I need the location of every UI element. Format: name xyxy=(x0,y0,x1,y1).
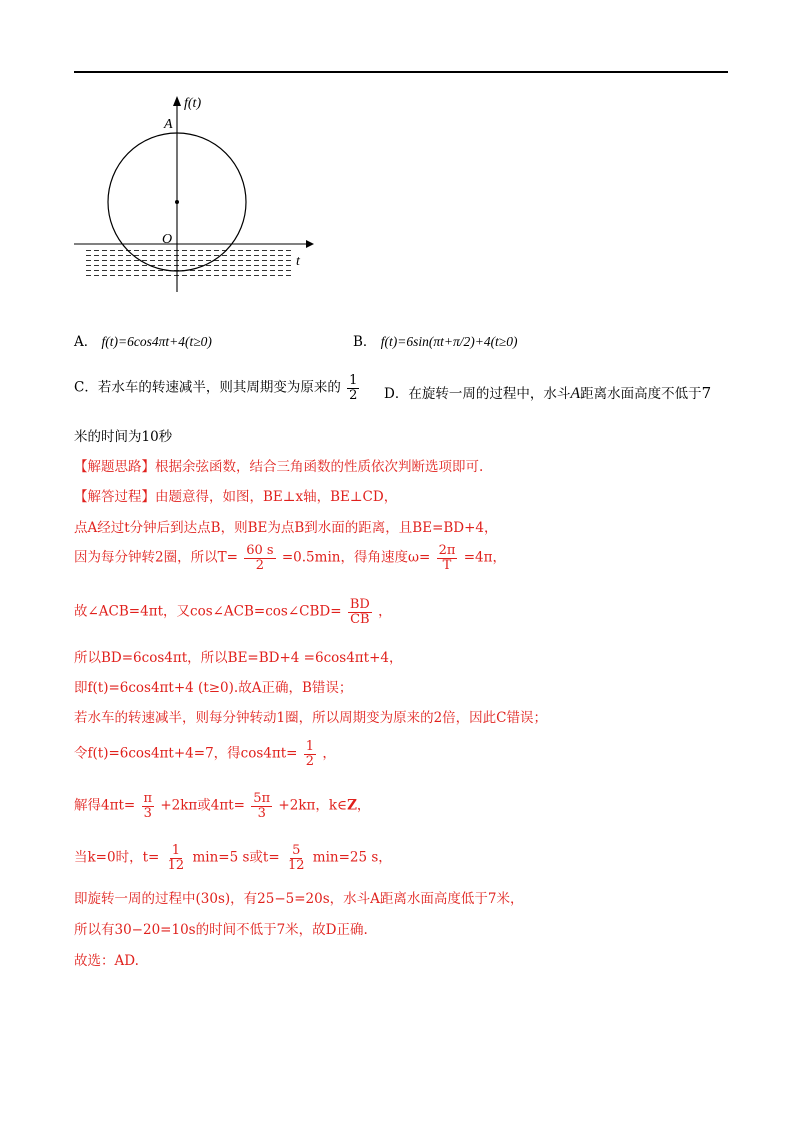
t-axis-arrow xyxy=(306,240,314,248)
omega-fraction xyxy=(437,544,458,572)
fraction-numerator: BD xyxy=(349,597,370,612)
fraction-denominator: CB xyxy=(350,611,370,627)
solution-line-1 xyxy=(74,485,397,505)
half-fraction xyxy=(304,740,316,768)
fraction-denominator: 12 xyxy=(167,857,185,873)
option-c xyxy=(74,374,361,402)
solution-line-10-c: min=25 s， xyxy=(312,849,392,866)
five-pi-third-fraction xyxy=(251,792,272,820)
solution-line-11: 即旋转一周的过程中(30s)，有25−5=20s，水斗A距离水面高度低于7米， xyxy=(74,891,524,907)
water-area xyxy=(84,246,294,278)
solution-idea-text: 根据余弦函数，结合三角函数的性质依次判断选项即可. xyxy=(155,459,484,475)
fraction-numerator: 5π xyxy=(253,791,271,806)
fraction-denominator: 2 xyxy=(349,387,358,403)
option-b-expr: f(t)=6sin(πt+π/2)+4(t≥0) xyxy=(380,334,518,349)
solution-line-10-b: min=5 s或t= xyxy=(192,849,280,866)
solution-line-9 xyxy=(74,792,370,820)
option-d-var: A xyxy=(570,385,581,402)
option-c-fraction xyxy=(347,374,359,402)
twelfth-fraction xyxy=(166,844,187,872)
origin-label: O xyxy=(162,232,173,247)
solution-line-5: 所以BD=6cos4πt，所以BE=BD+4 =6cos4πt+4， xyxy=(74,650,403,666)
solution-idea-label: 【解题思路】 xyxy=(74,459,155,475)
solution-line-8 xyxy=(74,740,336,768)
pi-third-fraction xyxy=(142,792,155,820)
integer-set-symbol: Z xyxy=(347,797,357,814)
fraction-denominator: 2 xyxy=(255,557,265,573)
fraction-numerator: 60 s xyxy=(246,543,274,558)
cos-fraction xyxy=(348,598,372,626)
solution-line-12: 所以有30−20=10s的时间不低于7米，故D正确. xyxy=(74,922,368,938)
solution-line-4-a: 故∠ACB=4πt，又cos∠ACB=cos∠CBD= xyxy=(74,603,342,620)
solution-line-1-text: 由题意得，如图，BE⊥x轴，BE⊥CD， xyxy=(155,489,398,505)
option-c-text: C．若水车的转速减半，则其周期变为原来的 xyxy=(74,379,341,396)
fraction-denominator: 12 xyxy=(287,857,305,873)
waterwheel-figure xyxy=(70,88,320,298)
header-rule xyxy=(74,71,728,73)
solution-line-2: 点A经过t分钟后到达点B，则BE为点B到水面的距离，且BE=BD+4， xyxy=(74,520,498,536)
solution-line-3-c: =4π， xyxy=(463,549,506,566)
solution-line-6: 即f(t)=6cos4πt+4 (t≥0).故A正确，B错误； xyxy=(74,680,353,696)
f-axis-label: f(t) xyxy=(184,96,202,111)
solution-line-10 xyxy=(74,844,392,872)
solution-line-10-a: 当k=0时，t= xyxy=(74,849,160,866)
solution-answer: 故选：AD. xyxy=(74,953,139,969)
fraction-numerator: 1 xyxy=(349,373,358,388)
fraction-denominator: 3 xyxy=(143,805,152,821)
five-twelfth-fraction xyxy=(286,844,307,872)
fraction-numerator: π xyxy=(143,791,153,806)
solution-line-3-b: =0.5min，得角速度ω= xyxy=(281,549,431,566)
solution-idea xyxy=(74,455,483,475)
fraction-denominator: 2 xyxy=(305,753,315,769)
f-axis-arrow xyxy=(173,96,181,106)
option-a xyxy=(74,330,212,350)
option-d-text-1: D．在旋转一周的过程中，水斗 xyxy=(384,386,571,402)
solution-process-label: 【解答过程】 xyxy=(74,489,155,505)
solution-line-9-c: +2kπ，k∈ xyxy=(278,797,348,814)
point-a-label: A xyxy=(164,117,173,132)
solution-line-4 xyxy=(74,598,392,626)
solution-line-4-b: ， xyxy=(378,603,392,620)
fraction-numerator: 1 xyxy=(171,843,181,858)
fraction-denominator: 3 xyxy=(257,805,266,821)
solution-line-9-a: 解得4πt= xyxy=(74,797,136,814)
option-d xyxy=(384,382,711,403)
solution-line-8-b: ， xyxy=(322,745,336,762)
option-d-continued: 米的时间为10秒 xyxy=(74,429,173,445)
fraction-numerator: 5 xyxy=(292,843,301,858)
option-d-value: 7 xyxy=(701,384,712,402)
fraction-numerator: 2π xyxy=(438,543,456,558)
solution-line-7: 若水车的转速减半，则每分钟转动1圈，所以周期变为原来的2倍，因此C错误； xyxy=(74,710,548,726)
option-a-expr: f(t)=6cos4πt+4(t≥0) xyxy=(101,334,212,349)
option-b xyxy=(353,330,517,350)
t-axis-label: t xyxy=(296,254,300,269)
option-a-label: A． xyxy=(74,334,98,350)
option-b-label: B． xyxy=(353,334,377,350)
solution-line-9-d: ， xyxy=(356,797,371,814)
wheel-center xyxy=(175,200,179,204)
fraction-denominator: T xyxy=(442,557,452,573)
solution-line-9-b: +2kπ或4πt= xyxy=(160,797,245,814)
fraction-numerator: 1 xyxy=(305,739,315,754)
period-fraction xyxy=(244,544,275,572)
solution-line-3 xyxy=(74,544,506,572)
option-d-text-2: 距离水面高度不低于 xyxy=(580,386,702,402)
solution-line-8-a: 令f(t)=6cos4πt+4=7，得cos4πt= xyxy=(74,745,298,762)
solution-line-3-a: 因为每分钟转2圈，所以T= xyxy=(74,549,238,566)
